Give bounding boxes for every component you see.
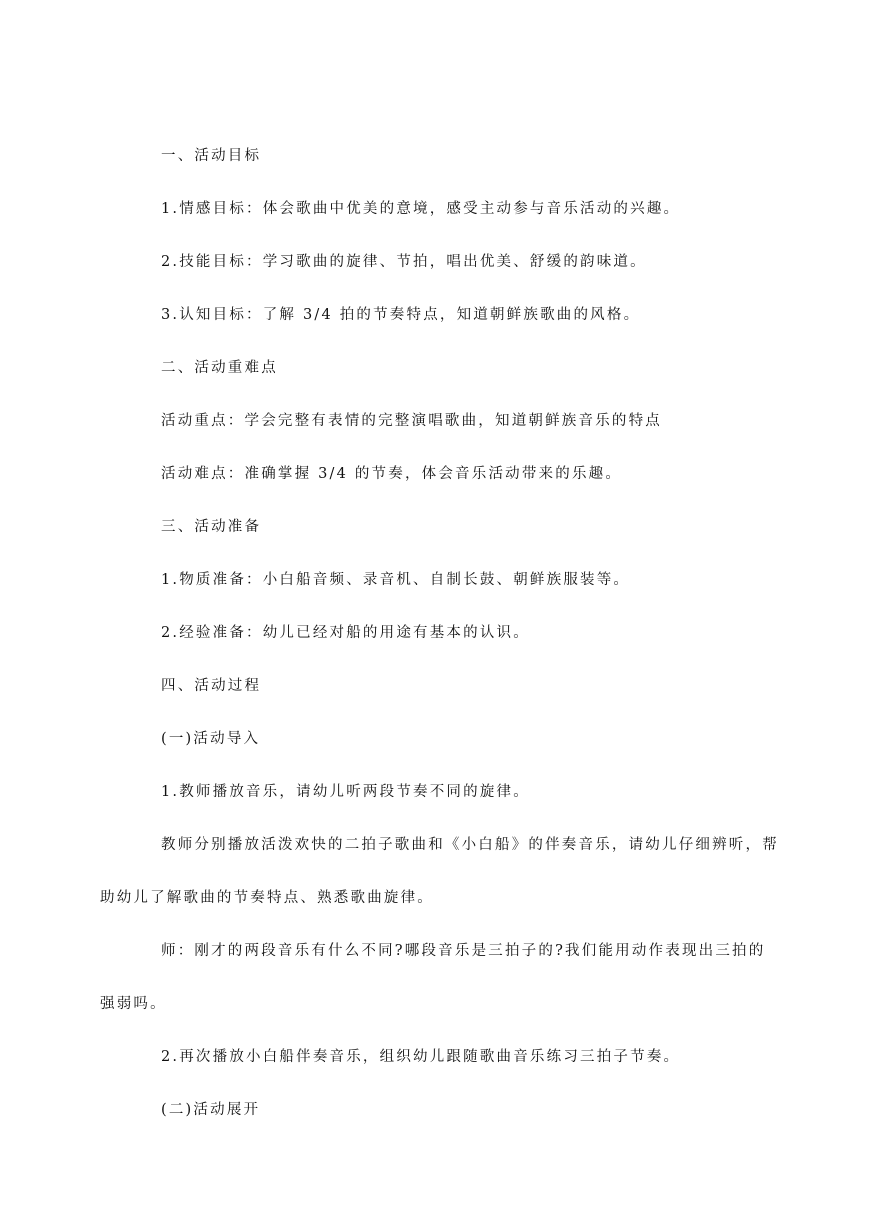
- paragraph-teacher-plays: 教师分别播放活泼欢快的二拍子歌曲和《小白船》的伴奏音乐，请幼儿仔细辨听，帮助幼儿了解歌曲的节奏特点、熟悉歌曲旋律。: [100, 837, 779, 906]
- paragraph-cognitive-goal: 3.认知目标：了解 3/4 拍的节奏特点，知道朝鲜族歌曲的风格。: [161, 307, 641, 323]
- section-heading-key-points: 二、活动重难点: [161, 360, 278, 376]
- paragraph-step-2: 2.再次播放小白船伴奏音乐，组织幼儿跟随歌曲音乐练习三拍子节奏。: [161, 1049, 681, 1065]
- paragraph-experience-prep: 2.经验准备：幼儿已经对船的用途有基本的认识。: [161, 625, 530, 641]
- paragraph-emotion-goal: 1.情感目标：体会歌曲中优美的意境，感受主动参与音乐活动的兴趣。: [161, 201, 681, 217]
- paragraph-skill-goal: 2.技能目标：学习歌曲的旋律、节拍，唱出优美、舒缓的韵味道。: [161, 254, 647, 270]
- section-heading-goals: 一、活动目标: [161, 148, 262, 164]
- section-heading-process: 四、活动过程: [161, 678, 262, 694]
- document-body: [100, 130, 780, 1137]
- paragraph-difficulty: 活动难点：准确掌握 3/4 的节奏，体会音乐活动带来的乐趣。: [161, 466, 623, 482]
- subheading-activity: (二)活动展开: [161, 1102, 261, 1118]
- paragraph-material-prep: 1.物质准备：小白船音频、录音机、自制长鼓、朝鲜族服装等。: [161, 572, 631, 588]
- section-heading-preparation: 三、活动准备: [161, 519, 262, 535]
- paragraph-step-1: 1.教师播放音乐，请幼儿听两段节奏不同的旋律。: [161, 784, 530, 800]
- paragraph-key-point: 活动重点：学会完整有表情的完整演唱歌曲，知道朝鲜族音乐的特点: [161, 413, 662, 429]
- subheading-intro: (一)活动导入: [161, 731, 261, 747]
- paragraph-teacher-question: 师：刚才的两段音乐有什么不同?哪段音乐是三拍子的?我们能用动作表现出三拍的强弱吗。: [100, 943, 766, 1012]
